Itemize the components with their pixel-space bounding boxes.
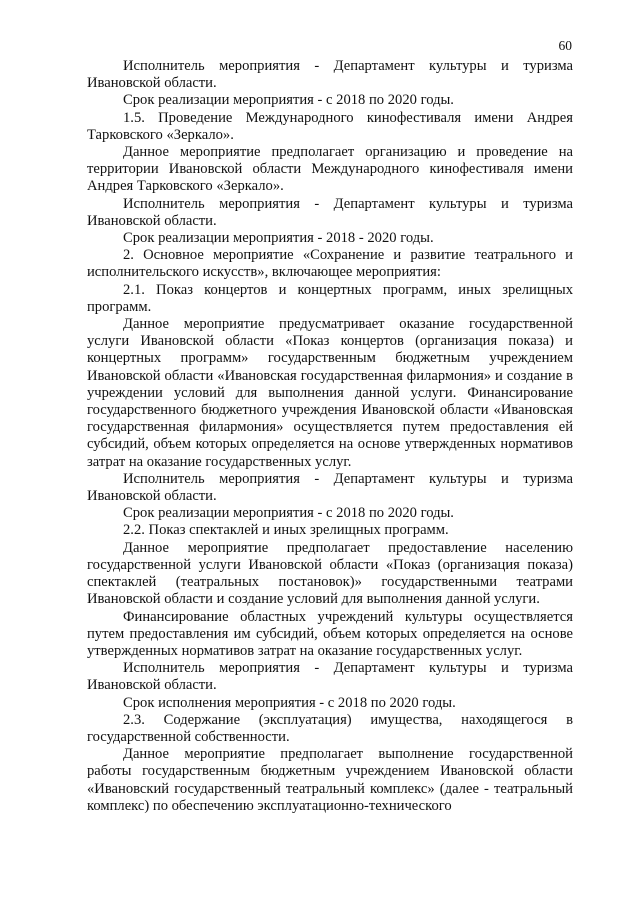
paragraph: Срок реализации мероприятия - с 2018 по 2020 годы. [123,505,454,522]
paragraph: Исполнитель мероприятия - Департамент культуры и туризма Ивановской области. [87,195,573,229]
paragraph: Срок реализации мероприятия - 2018 - 2020 годы. [123,230,434,247]
paragraph: Данное мероприятие предполагает предоставление населению государственной услуги Ивановской области «Показ (организация показа) спектаклей (театральных постановок)» государственными театрами Ивановской области и создание условий для выполнения данной услуги. [87,539,573,608]
document-body [87,58,573,815]
paragraph: Финансирование областных учреждений культуры осуществляется путем предоставления им субсидий, объем которых определяется на основе утвержденных нормативов затрат на оказание государственных услуг. [87,608,573,659]
section-heading: 2.3. Содержание (эксплуатация) имущества, находящегося в государственной собственности. [87,711,573,745]
paragraph: Срок реализации мероприятия - с 2018 по 2020 годы. [123,92,454,109]
section-heading: 2. Основное мероприятие «Сохранение и развитие театрального и исполнительского искусств», включающее мероприятия: [87,247,573,281]
section-heading: 1.5. Проведение Международного кинофестиваля имени Андрея Тарковского «Зеркало». [87,109,573,143]
paragraph: Исполнитель мероприятия - Департамент культуры и туризма Ивановской области. [87,660,573,694]
paragraph: Срок исполнения мероприятия - с 2018 по 2020 годы. [123,694,456,711]
section-heading: 2.1. Показ концертов и концертных программ, иных зрелищных программ. [87,281,573,315]
paragraph: Исполнитель мероприятия - Департамент культуры и туризма Ивановской области. [87,58,573,92]
paragraph: Данное мероприятие предполагает выполнение государственной работы государственным бюджетным учреждением Ивановской области «Ивановский государственный театральный комплекс» (далее - театральный комплекс) по обеспечению эксплуатационно-технического [87,746,573,814]
page-number: 60 [558,38,572,53]
paragraph: Данное мероприятие предусматривает оказание государственной услуги Ивановской области «Показ концертов (организация показа) и концертных программ» государственным бюджетным учреждением Ивановской области «Ивановская государственная филармония» и создание в учреждении условий для выполнения данной услуги. Финансирование государственного бюджетного учреждения Ивановской области «Ивановская государственная филармония» осуществляется путем предоставления ей субсидий, объем которых определяется на основе утвержденных нормативов затрат на оказание государственных услуг. [87,316,573,470]
section-heading: 2.2. Показ спектаклей и иных зрелищных программ. [123,522,449,539]
paragraph: Данное мероприятие предполагает организацию и проведение на территории Ивановской области Международного кинофестиваля имени Андрея Тарковского «Зеркало». [87,144,573,195]
paragraph: Исполнитель мероприятия - Департамент культуры и туризма Ивановской области. [87,470,573,505]
